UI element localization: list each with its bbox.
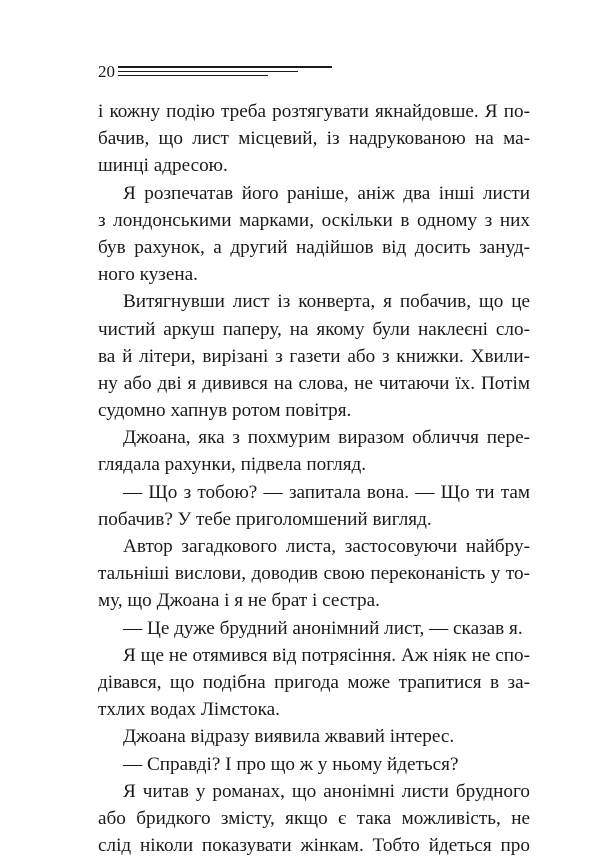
- text-line: Я читав у романах, що анонімні листи брудного: [123, 780, 530, 802]
- text-line: Джоана відразу виявила жвавий інтерес.: [123, 726, 455, 748]
- page-number: 20: [98, 62, 115, 81]
- header-rule: [118, 71, 298, 72]
- text-line: тхлих водах Лімстока.: [98, 699, 280, 721]
- text-line: і кожну подію треба розтягувати якнайдовше. Я по-: [98, 101, 530, 122]
- text-line: ного кузена.: [98, 264, 198, 286]
- text-line: Я розпечатав його раніше, аніж два інші листи: [123, 182, 530, 204]
- text-line: Я ще не отямився від потрясіння. Аж ніяк не спо-: [123, 644, 530, 666]
- header-rule: [118, 66, 332, 68]
- text-line: чистий аркуш паперу, на якому були наклеєні сло-: [98, 318, 530, 340]
- text-line: побачив? У тебе приголомшений вигляд.: [98, 508, 432, 530]
- text-line: — Це дуже брудний анонімний лист, — сказав я.: [123, 617, 523, 639]
- text-line: ва й літери, вирізані з газети або з книжки. Хвили-: [98, 345, 530, 367]
- text-line: тальніші вислови, доводив свою переконаність у то-: [98, 563, 530, 585]
- text-line: з лондонськими марками, оскільки в одному з них: [98, 209, 530, 231]
- text-line: Витягнувши лист із конверта, я побачив, що це: [123, 291, 530, 313]
- page-header: [98, 62, 338, 84]
- text-line: ну або дві я дивився на слова, не читаючи їх. Потім: [98, 372, 530, 394]
- text-line: був рахунок, а другий надійшов від досить зануд-: [98, 236, 530, 258]
- text-line: — Що з тобою? — запитала вона. — Що ти там: [123, 481, 530, 503]
- text-line: му, що Джоана і я не брат і сестра.: [98, 590, 380, 612]
- text-line: судомно хапнув ротом повітря.: [98, 400, 352, 422]
- header-rule: [118, 75, 268, 76]
- text-line: шинці адресою.: [98, 155, 228, 177]
- text-line: або бридкого змісту, якщо є така можливість, не: [98, 807, 530, 829]
- text-line: бачив, що лист місцевий, із надрукованою на ма-: [98, 128, 530, 150]
- text-line: — Справді? І про що ж у ньому йдеться?: [123, 753, 459, 775]
- text-line: Джоана, яка з похмурим виразом обличчя пере-: [123, 427, 530, 449]
- text-line: глядала рахунки, підвела погляд.: [98, 454, 367, 476]
- text-line: дівався, що подібна пригода може трапитися в за-: [98, 671, 530, 693]
- text-line: слід ніколи показувати жінкам. Тобто йдеться про: [98, 835, 530, 857]
- body-text: [98, 98, 530, 859]
- text-line: Автор загадкового листа, застосовуючи найбру-: [123, 536, 530, 557]
